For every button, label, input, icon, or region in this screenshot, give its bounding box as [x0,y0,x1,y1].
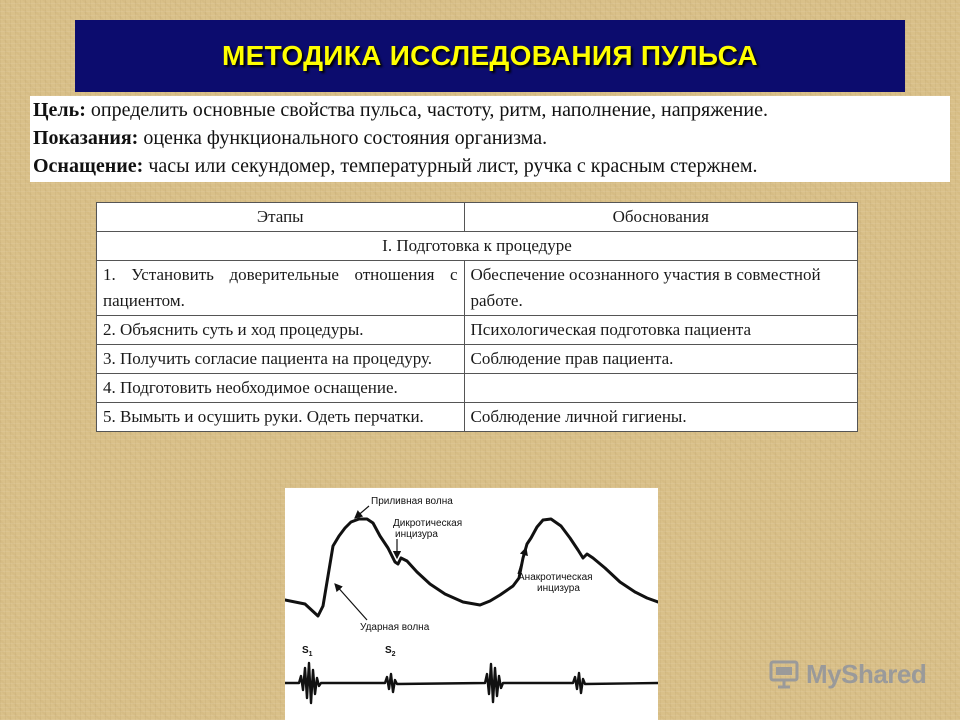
stage-cell: 5. Вымыть и осушить руки. Одеть перчатки. [97,403,465,432]
procedure-table [96,202,858,432]
indications-text: оценка функционального состояния организма. [138,127,548,149]
presentation-icon [768,658,800,690]
pulse-wave-figure [285,488,658,720]
table-row [97,316,858,345]
percussion-wave-label: Ударная волна [360,622,430,633]
column-header-reasons: Обоснования [464,203,858,232]
goal-line [33,96,947,124]
phonocardiogram-trace [285,663,658,703]
reason-cell: Соблюдение личной гигиены. [464,403,858,432]
indications-label: Показания: [33,127,139,149]
s1-label: $S_1$ [302,645,313,658]
reason-cell: Обеспечение осознанного участия в совместной работе. [464,261,858,316]
indications-line [33,124,947,152]
anacrotic-label-line2: инцизура [537,583,580,594]
dicrotic-label-line2: инцизура [395,529,438,540]
anacrotic-label-line1: Анакротическая [518,572,593,583]
percussion-wave-arrow [335,584,367,620]
pulse-waveform [285,519,658,616]
tidal-wave-label: Приливная волна [371,496,453,507]
section-row [97,232,858,261]
goal-text: определить основные свойства пульса, частоту, ритм, наполнение, напряжение. [85,99,768,121]
reason-cell: Психологическая подготовка пациента [464,316,858,345]
info-box [30,96,950,182]
stage-cell: 2. Объяснить суть и ход процедуры. [97,316,465,345]
title-bar [75,20,905,92]
myshared-logo [768,656,926,692]
equipment-line [33,152,947,180]
reason-cell: Соблюдение прав пациента. [464,345,858,374]
page-title: МЕТОДИКА ИССЛЕДОВАНИЯ ПУЛЬСА [222,40,758,71]
column-header-stages: Этапы [97,203,465,232]
equipment-text: часы или секундомер, температурный лист, ручка с красным стержнем. [143,155,758,177]
stage-cell: 4. Подготовить необходимое оснащение. [97,374,465,403]
table-row [97,403,858,432]
logo-text: MyShared [806,658,927,689]
table-row [97,374,858,403]
reason-cell [464,374,858,403]
section-title: I. Подготовка к процедуре [97,232,858,261]
stage-cell: 3. Получить согласие пациента на процедуру. [97,345,465,374]
pulse-wave-svg [285,488,658,720]
stage-cell: 1. Установить доверительные отношения с пациентом. [97,261,465,316]
goal-label: Цель: [33,99,86,121]
s2-label: $S_2$ [385,645,396,658]
equipment-label: Оснащение: [33,155,144,177]
tidal-wave-arrow [355,506,369,518]
table-header-row [97,203,858,232]
dicrotic-label-line1: Дикротическая [393,518,463,529]
table-row [97,261,858,316]
table-row [97,345,858,374]
